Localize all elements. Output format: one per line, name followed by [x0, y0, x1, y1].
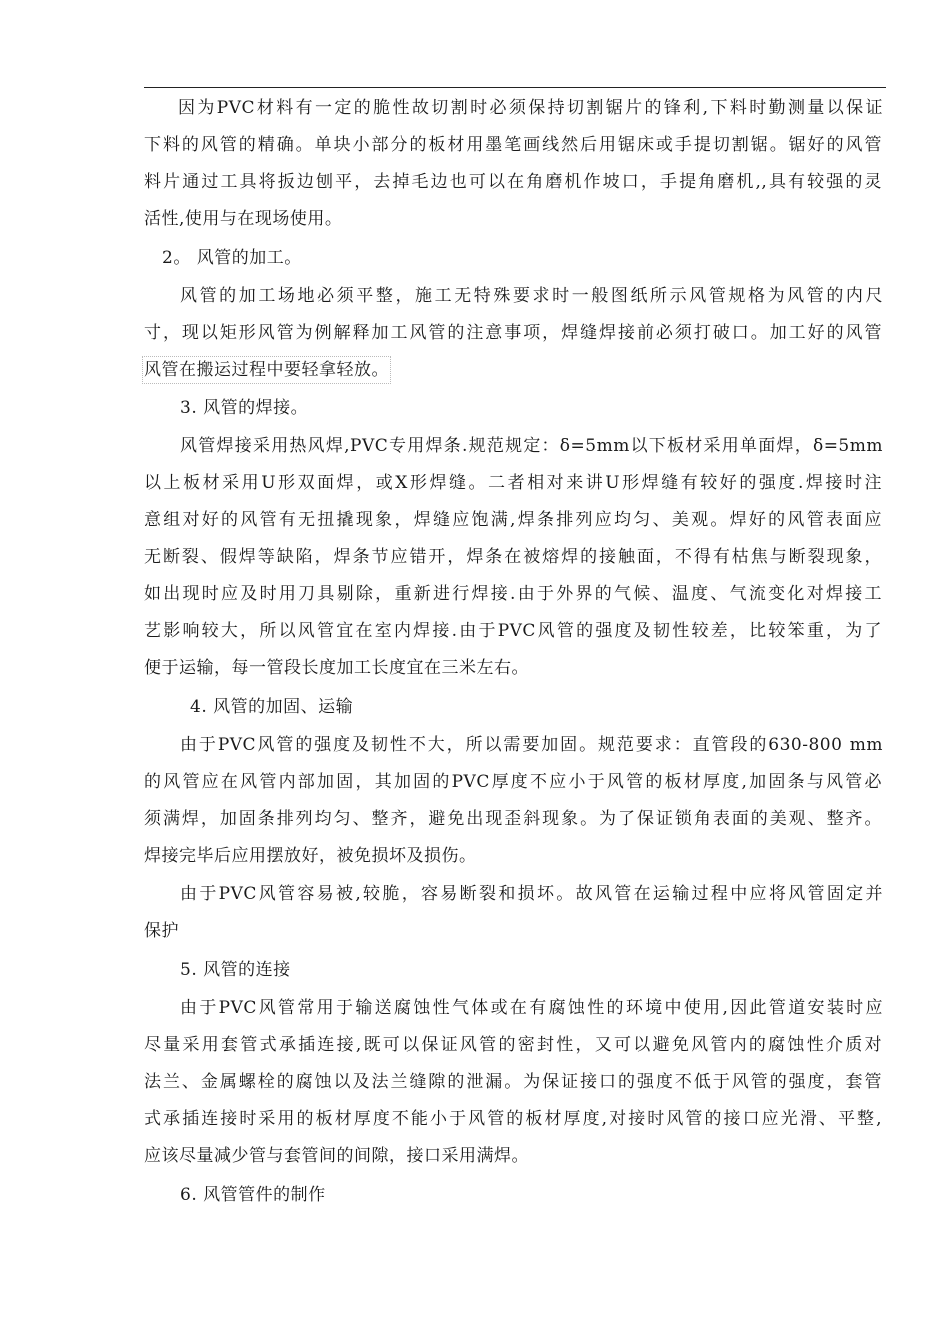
section-heading: 2。 风管的加工。 [162, 248, 302, 268]
paragraph-line: 意组对好的风管有无扭撬现象，焊缝应饱满,焊条排列应均匀、美观。焊好的风管表面应 [144, 510, 882, 530]
section-heading: 4. 风管的加固、运输 [190, 697, 354, 717]
paragraph-line: 须满焊，加固条排列均匀、整齐，避免出现歪斜现象。为了保证锁角表面的美观、整齐。 [144, 809, 882, 829]
paragraph-line: 保护 [144, 921, 179, 941]
paragraph-line: 以上板材采用U形双面焊，或X形焊缝。二者相对来讲U形焊缝有较好的强度.焊接时注 [144, 473, 882, 493]
paragraph-line: 由于PVC风管容易被,较脆，容易断裂和损坏。故风管在运输过程中应将风管固定并 [180, 884, 883, 904]
paragraph-line: 风管的加工场地必须平整，施工无特殊要求时一般图纸所示风管规格为风管的内尺 [180, 286, 883, 306]
section-heading: 3. 风管的焊接。 [180, 398, 309, 418]
paragraph-line: 活性,使用与在现场使用。 [144, 209, 343, 229]
paragraph-line: 尽量采用套管式承插连接,既可以保证风管的密封性，又可以避免风管内的腐蚀性介质对 [144, 1035, 882, 1055]
paragraph-line: 法兰、金属螺栓的腐蚀以及法兰缝隙的泄漏。为保证接口的强度不低于风管的强度，套管 [144, 1072, 882, 1092]
paragraph-line: 的风管应在风管内部加固，其加固的PVC厚度不应小于风管的板材厚度,加固条与风管必 [144, 772, 882, 792]
paragraph-line: 便于运输，每一管段长度加工长度宜在三米左右。 [144, 658, 529, 678]
section-heading: 5. 风管的连接 [180, 960, 291, 980]
paragraph-line: 下料的风管的精确。单块小部分的板材用墨笔画线然后用锯床或手提切割锯。锯好的风管 [144, 135, 882, 155]
section-heading: 6. 风管管件的制作 [180, 1185, 326, 1205]
paragraph-line: 寸，现以矩形风管为例解释加工风管的注意事项，焊缝焊接前必须打破口。加工好的风管 [144, 323, 882, 343]
paragraph-line: 应该尽量减少管与套管间的间隙，接口采用满焊。 [144, 1146, 529, 1166]
paragraph-line: 无断裂、假焊等缺陷，焊条节应错开，焊条在被熔焊的接触面，不得有枯焦与断裂现象， [144, 547, 882, 567]
paragraph-line: 风管焊接采用热风焊,PVC专用焊条.规范规定：δ=5mm以下板材采用单面焊，δ=5mm [180, 436, 883, 456]
paragraph-line: 由于PVC风管的强度及韧性不大，所以需要加固。规范要求：直管段的630-800 mm [180, 735, 883, 755]
paragraph-line: 如出现时应及时用刀具剔除，重新进行焊接.由于外界的气候、温度、气流变化对焊接工 [144, 584, 882, 604]
paragraph-line: 式承插连接时采用的板材厚度不能小于风管的板材厚度,对接时风管的接口应光滑、平整, [144, 1109, 882, 1129]
paragraph-line: 艺影响较大，所以风管宜在室内焊接.由于PVC风管的强度及韧性较差，比较笨重，为了 [144, 621, 882, 641]
paragraph-line: 焊接完毕后应用摆放好，被免损坏及损伤。 [144, 846, 477, 866]
header-rule [144, 87, 886, 88]
paragraph-line: 风管在搬运过程中要轻拿轻放。 [144, 360, 389, 380]
paragraph-line: 因为PVC材料有一定的脆性故切割时必须保持切割锯片的锋利,下料时勤测量以保证 [178, 98, 883, 118]
paragraph-line: 料片通过工具将扳边刨平，去掉毛边也可以在角磨机作坡口，手提角磨机,,具有较强的灵 [144, 172, 882, 192]
paragraph-line: 由于PVC风管常用于输送腐蚀性气体或在有腐蚀性的环境中使用,因此管道安装时应 [180, 998, 883, 1018]
